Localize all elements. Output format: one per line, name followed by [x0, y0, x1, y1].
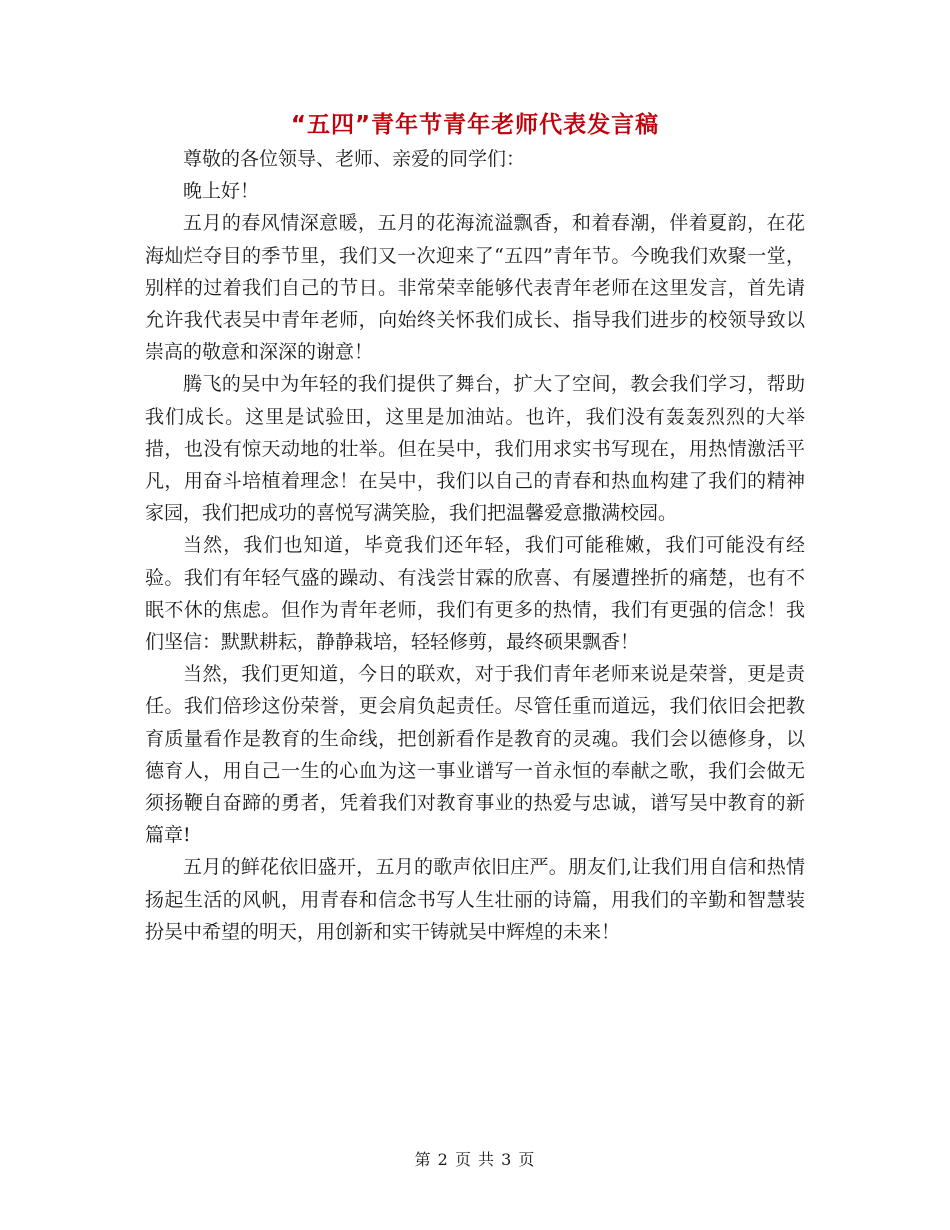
document-body: [145, 143, 805, 948]
greeting-paragraph: 尊敬的各位领导、老师、亲爱的同学们：: [183, 148, 526, 170]
body-paragraph-4: 当然，我们更知道，今日的联欢，对于我们青年老师来说是荣誉，更是责任。我们倍珍这份荣誉，更会肩负起责任。尽管任重而道远，我们依旧会把教育质量看作是教育的生命线，把创新看作是教育的灵魂。我们会以德修身，以德育人，用自己一生的心血为这一事业谱写一首永恒的奉献之歌，我们会做无须扬鞭自奋蹄的勇者，凭着我们对教育事业的热爱与忠诚，谱写吴中教育的新篇章!: [145, 663, 805, 847]
body-paragraph-1: 五月的春风情深意暖，五月的花海流溢飘香，和着春潮，伴着夏韵，在花海灿烂夺目的季节里，我们又一次迎来了“五四”青年节。今晚我们欢聚一堂，别样的过着我们自己的节日。非常荣幸能够代表青年老师在这里发言，首先请允许我代表吴中青年老师，向始终关怀我们成长、指导我们进步的校领导致以崇高的敬意和深深的谢意！: [145, 212, 805, 364]
body-paragraph-2: 腾飞的吴中为年轻的我们提供了舞台，扩大了空间，教会我们学习，帮助我们成长。这里是试验田，这里是加油站。也许，我们没有轰轰烈烈的大举措，也没有惊天动地的壮举。但在吴中，我们用求实书写现在，用热情激活平凡，用奋斗培植着理念！在吴中，我们以自己的青春和热血构建了我们的精神家园，我们把成功的喜悦写满笑脸，我们把温馨爱意撒满校园。: [145, 373, 805, 525]
document-title: “五四”青年节青年老师代表发言稿: [290, 112, 660, 138]
body-paragraph-5: 五月的鲜花依旧盛开，五月的歌声依旧庄严。朋友们,让我们用自信和热情扬起生活的风帆，用青春和信念书写人生壮丽的诗篇，用我们的辛勤和智慧装扮吴中希望的明天，用创新和实干铸就吴中辉煌的未来！: [145, 856, 805, 943]
page-number-footer: 第 2 页 共 3 页: [414, 1150, 536, 1169]
salutation-paragraph: 晚上好！: [183, 180, 260, 203]
body-paragraph-3: 当然，我们也知道，毕竟我们还年轻，我们可能稚嫩，我们可能没有经验。我们有年轻气盛的躁动、有浅尝甘霖的欣喜、有屡遭挫折的痛楚，也有不眠不休的焦虑。但作为青年老师，我们有更多的热情，我们有更强的信念！我们坚信：默默耕耘，静静栽培，轻轻修剪，最终硕果飘香！: [145, 534, 805, 654]
